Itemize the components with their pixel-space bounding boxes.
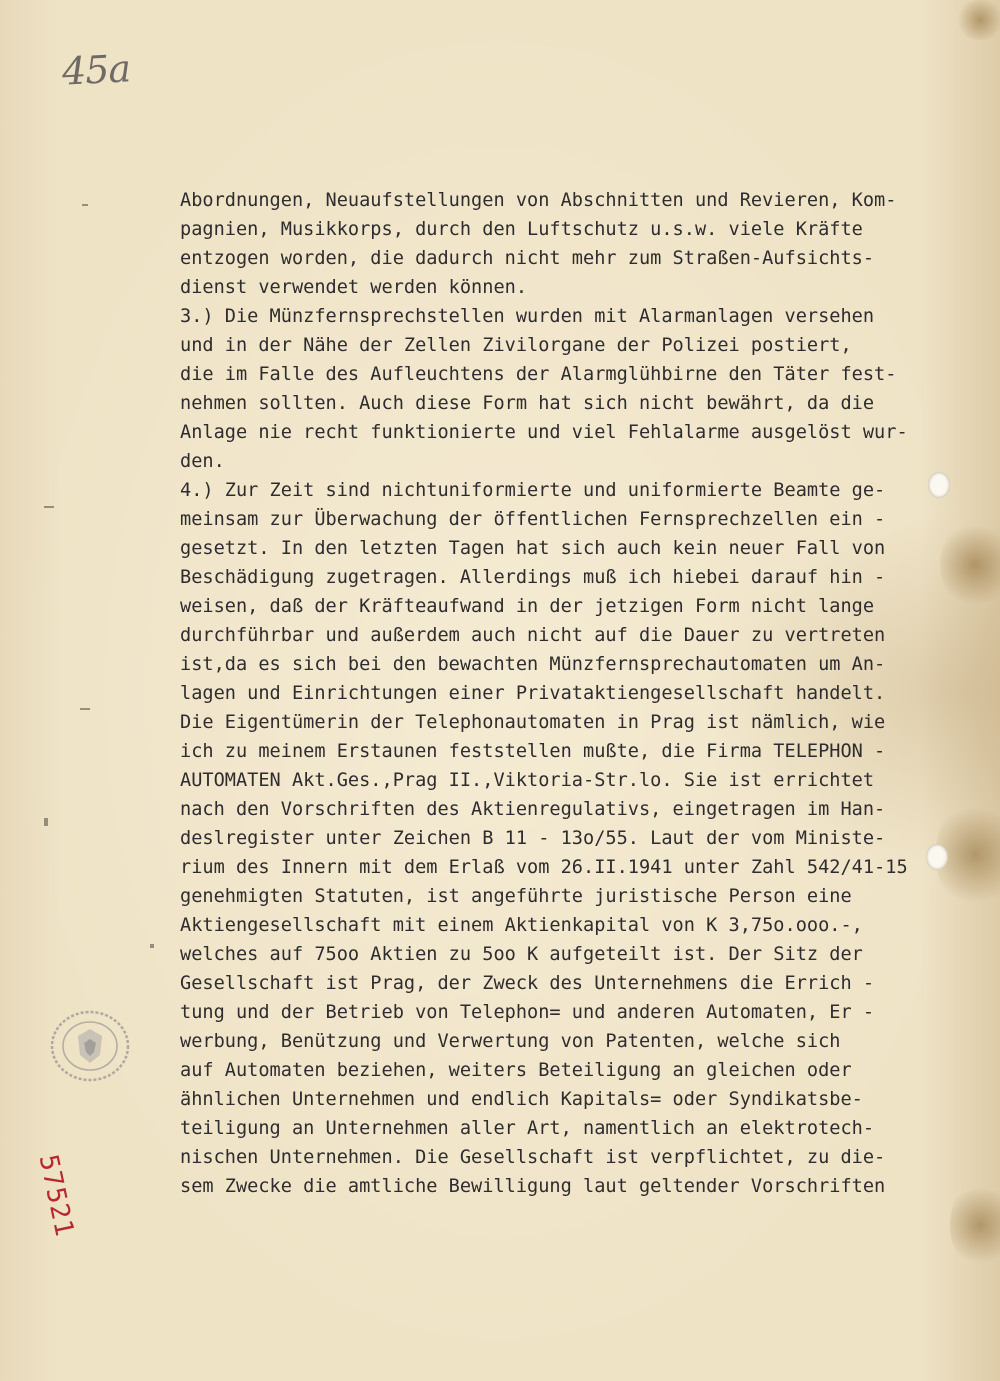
text-line: Abordnungen, Neuaufstellungen von Abschnitten und Revieren, Kom- [180, 190, 897, 211]
margin-mark [44, 818, 48, 826]
text-line: lagen und Einrichtungen einer Privataktiengesellschaft handelt. [180, 683, 886, 704]
text-line: nischen Unternehmen. Die Gesellschaft ist verpflichtet, zu die- [180, 1147, 886, 1168]
text-line: den. [180, 451, 225, 472]
text-line: Die Eigentümerin der Telephonautomaten in Prag ist nämlich, wie [180, 712, 886, 733]
archive-number: 57521 [32, 1152, 80, 1240]
text-line: die im Falle des Aufleuchtens der Alarmglühbirne den Täter fest- [180, 364, 897, 385]
text-line: 3.) Die Münzfernsprechstellen wurden mit Alarmanlagen versehen [180, 306, 875, 327]
typewritten-text [180, 186, 980, 1201]
text-line: Aktiengesellschaft mit einem Aktienkapital von K 3,75o.ooo.-, [180, 915, 863, 936]
text-line: durchführbar und außerdem auch nicht auf die Dauer zu vertreten [180, 625, 886, 646]
text-line: ich zu meinem Erstaunen feststellen mußte, die Firma TELEPHON - [180, 741, 886, 762]
margin-mark [150, 944, 154, 948]
text-line: auf Automaten beziehen, weiters Beteiligung an gleichen oder [180, 1060, 852, 1081]
margin-mark [80, 708, 90, 710]
text-line: AUTOMATEN Akt.Ges.,Prag II.,Viktoria-Str.lo. Sie ist errichtet [180, 770, 875, 791]
rust-stain [955, 0, 1000, 40]
text-line: ähnlichen Unternehmen und endlich Kapitals= oder Syndikatsbe- [180, 1089, 863, 1110]
text-line: und in der Nähe der Zellen Zivilorgane der Polizei postiert, [180, 335, 852, 356]
margin-mark [82, 204, 88, 206]
text-line: teiligung an Unternehmen aller Art, namentlich an elektrotech- [180, 1118, 875, 1139]
text-line: gesetzt. In den letzten Tagen hat sich auch kein neuer Fall von [180, 538, 886, 559]
text-line: welches auf 75oo Aktien zu 5oo K aufgeteilt ist. Der Sitz der [180, 944, 863, 965]
text-line: tung und der Betrieb von Telephon= und anderen Automaten, Er - [180, 1002, 875, 1023]
margin-mark [44, 506, 54, 508]
text-line: Gesellschaft ist Prag, der Zweck des Unternehmens die Errich - [180, 973, 875, 994]
pencil-page-number: 45a [60, 46, 132, 94]
archive-stamp [34, 1003, 132, 1089]
text-line: genehmigten Statuten, ist angeführte juristische Person eine [180, 886, 852, 907]
text-line: Beschädigung zugetragen. Allerdings muß ich hiebei darauf hin - [180, 567, 886, 588]
text-line: rium des Innern mit dem Erlaß vom 26.II.1941 unter Zahl 542/41-15 [180, 857, 908, 878]
text-line: 4.) Zur Zeit sind nichtuniformierte und uniformierte Beamte ge- [180, 480, 886, 501]
text-line: nach den Vorschriften des Aktienregulativs, eingetragen im Han- [180, 799, 886, 820]
text-line: deslregister unter Zeichen B 11 - 13o/55. Laut der vom Ministe- [180, 828, 886, 849]
text-line: meinsam zur Überwachung der öffentlichen Fernsprechzellen ein - [180, 509, 886, 530]
text-line: sem Zwecke die amtliche Bewilligung laut geltender Vorschriften [180, 1176, 886, 1197]
text-line: dienst verwendet werden können. [180, 277, 528, 298]
text-line: pagnien, Musikkorps, durch den Luftschutz u.s.w. viele Kräfte [180, 219, 863, 240]
text-line: Anlage nie recht funktionierte und viel Fehlalarme ausgelöst wur- [180, 422, 908, 443]
text-line: ist,da es sich bei den bewachten Münzfernsprechautomaten um An- [180, 654, 886, 675]
text-line: nehmen sollten. Auch diese Form hat sich nicht bewährt, da die [180, 393, 875, 414]
text-line: entzogen worden, die dadurch nicht mehr zum Straßen-Aufsichts- [180, 248, 875, 269]
text-line: werbung, Benützung und Verwertung von Patenten, welche sich [180, 1031, 841, 1052]
text-line: weisen, daß der Kräfteaufwand in der jetzigen Form nicht lange [180, 596, 875, 617]
